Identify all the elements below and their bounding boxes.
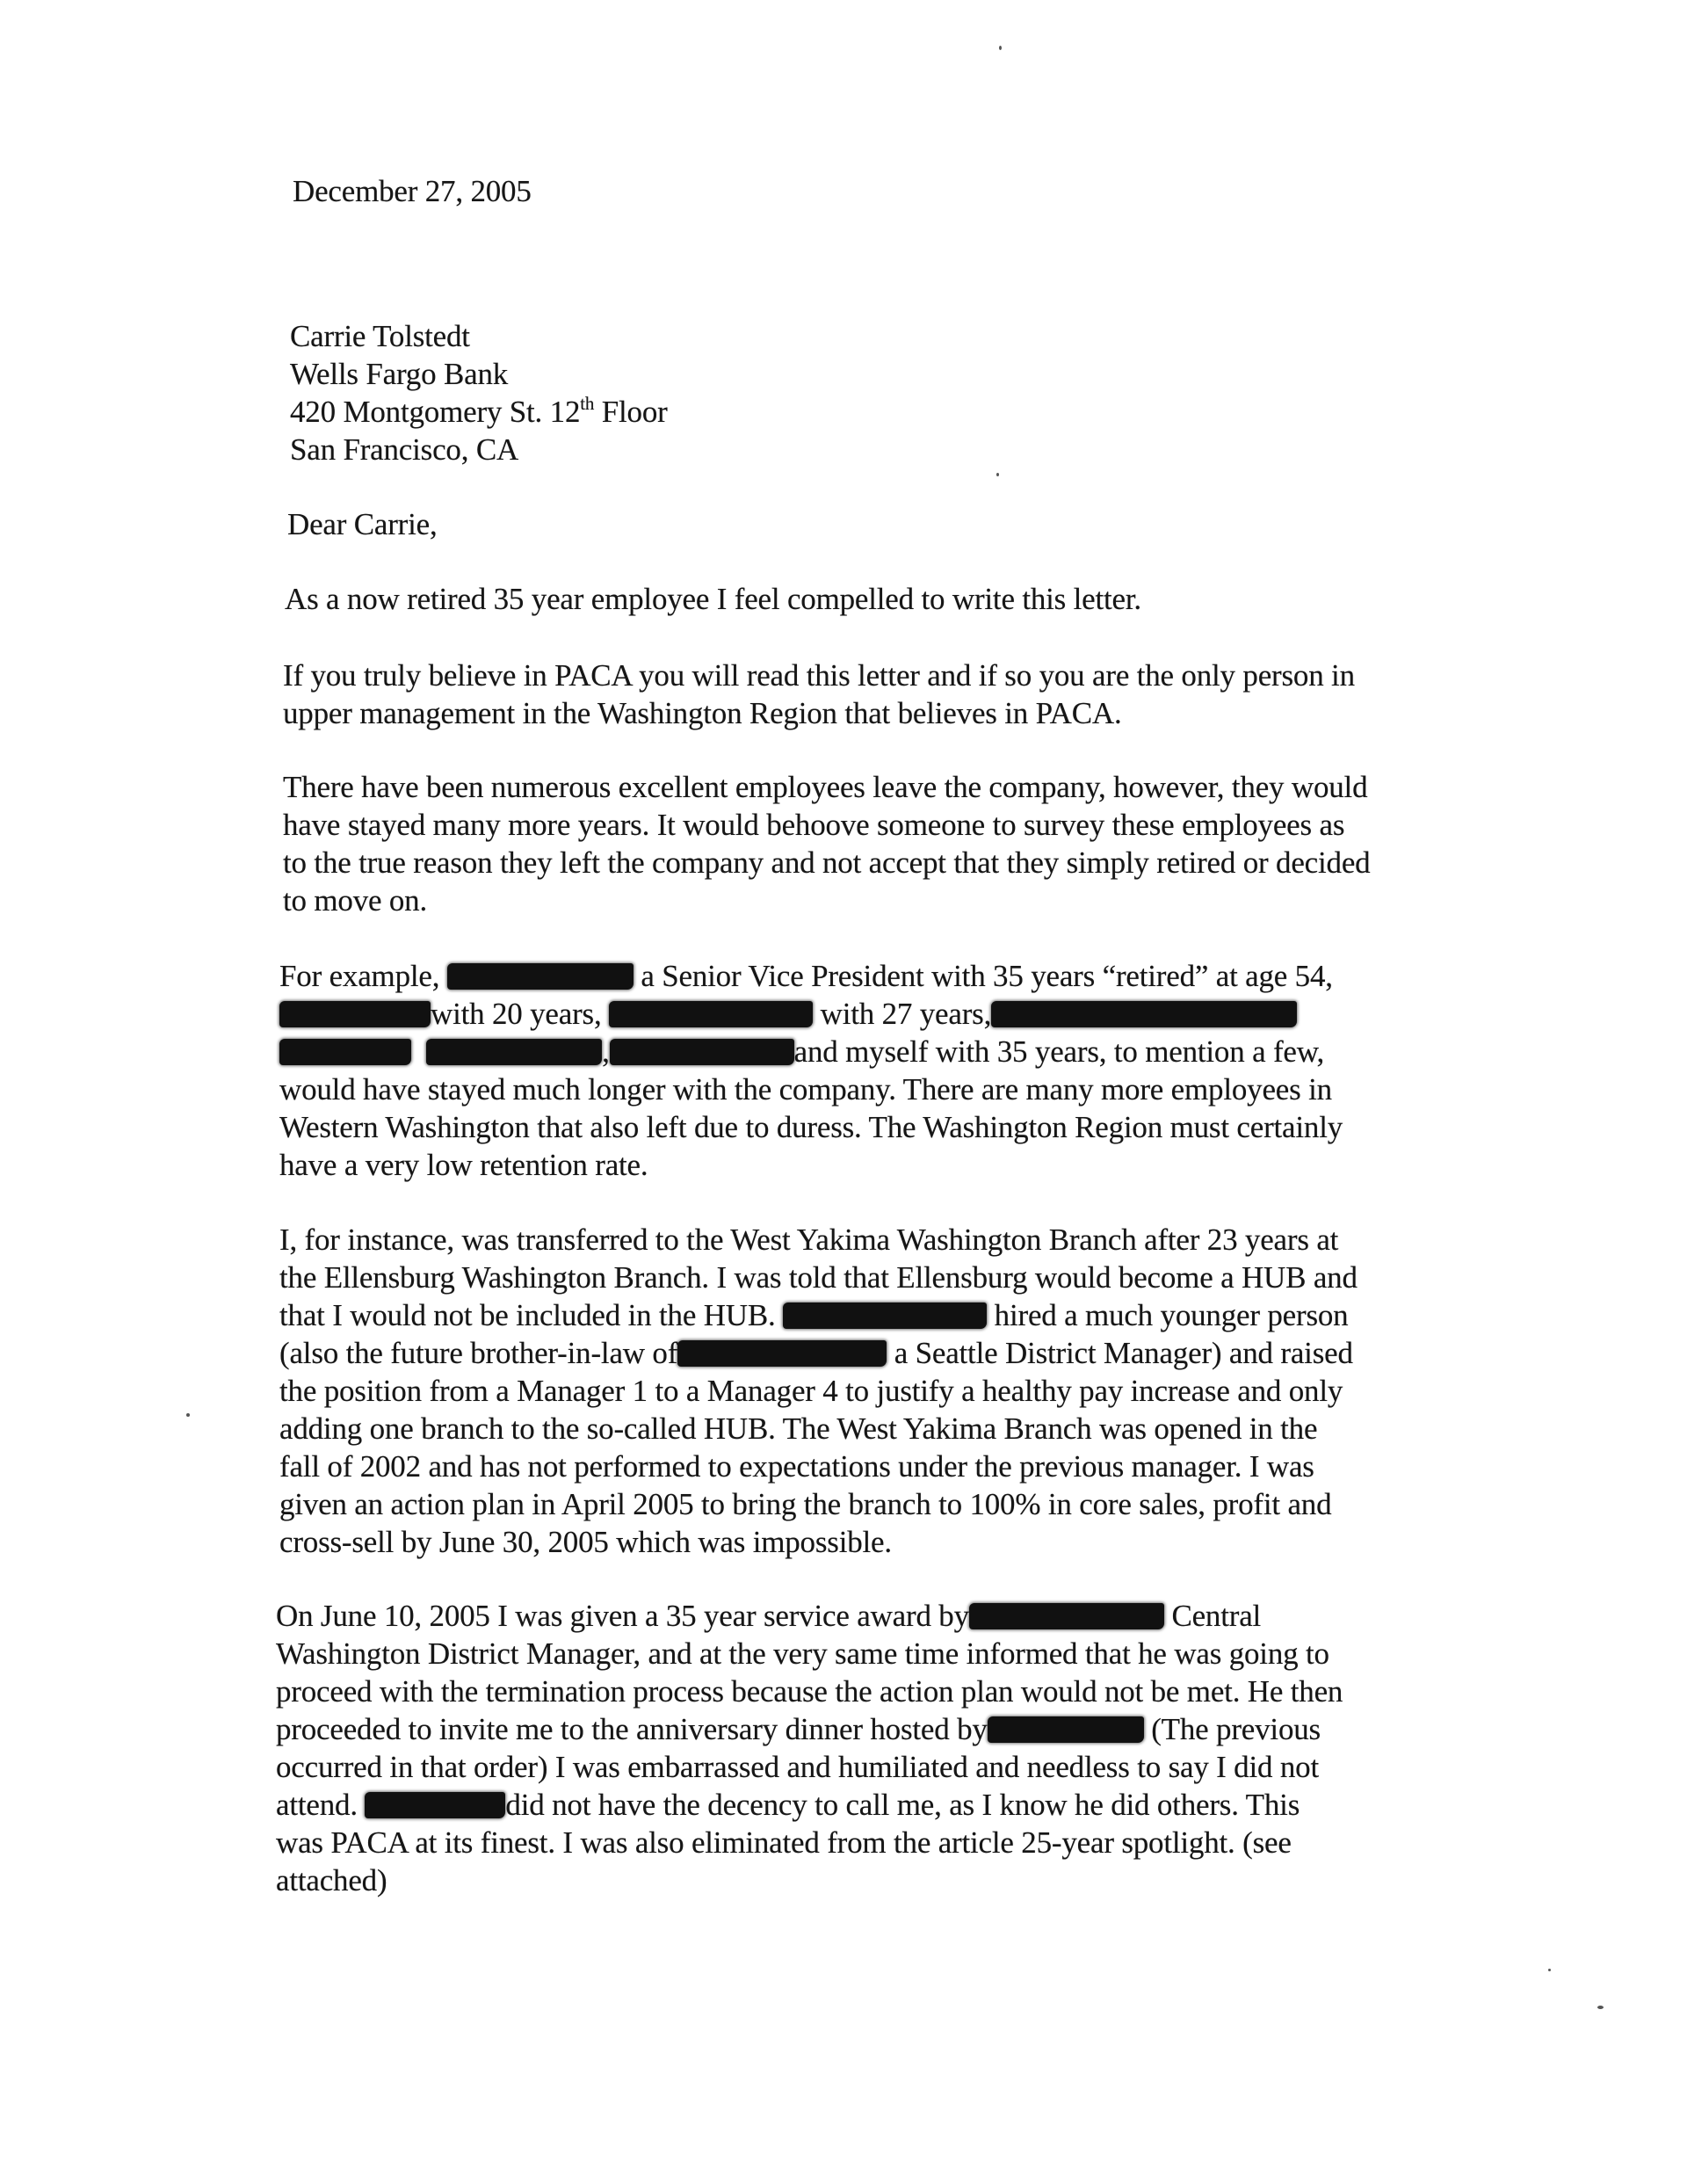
- redaction-mark: [988, 1716, 1144, 1743]
- scan-speck: [1597, 2006, 1604, 2009]
- p6-line-6: attend. did not have the decency to call me, as I know he did others. This: [276, 1788, 1300, 1822]
- redaction-mark: [969, 1603, 1164, 1629]
- date-text: December 27, 2005: [293, 174, 532, 208]
- redaction-mark: [610, 1039, 794, 1065]
- letter-date: [293, 172, 1514, 210]
- p6-line-4: proceeded to invite me to the anniversary dinner hosted by (The previous: [276, 1712, 1321, 1746]
- paragraph-2: If you truly believe in PACA you will read this letter and if so you are the only person in upper management in the Washington Region that believes in PACA.: [283, 658, 1355, 730]
- recipient-street: 420 Montgomery St. 12th Floor: [290, 393, 668, 429]
- salutation: Dear Carrie,: [287, 507, 438, 541]
- redaction-mark: [991, 1001, 1297, 1027]
- paragraph-5: I, for instance, was transferred to the West Yakima Washington Branch after 23 years at the Ellensburg Washington Branch. I was told that Ellensburg would become a HUB and that I would not be included in the HUB. hired a much younger person (also the future brother-in-law of a Seattle District Manager) and raised the position from a Manager 1 to a Manager 4 to justify a healthy pay increase and only adding one branch to the so-called HUB. The West Yakima Branch was opened in the fall of 2002 and has not performed to expectations under the previous manager. I was given an action plan in April 2005 to bring the branch to 100% in core sales, profit and cross-sell by June 30, 2005 which was impossible.: [279, 1221, 1501, 1561]
- redaction-mark: [365, 1792, 505, 1818]
- recipient-address: [290, 317, 1511, 468]
- recipient-name: Carrie Tolstedt: [290, 319, 470, 353]
- redaction-mark: [279, 1039, 411, 1065]
- paragraph-6: On June 10, 2005 I was given a 35 year service award by Central Washington District Manager, and at the very same time informed that he was going to proceed with the termination process because the action plan would not be met. He then proceeded to invite me to the anniversary dinner hosted by (The previous occurred in that order) I was embarrassed and humiliated and needless to say I did not attend. did not have the decency to call me, as I know he did others. This was PACA at its finest. I was also eliminated from the article 25-year spotlight. (see attached): [276, 1597, 1497, 1899]
- p4-line-1: For example, a Senior Vice President with 35 years “retired” at age 54,: [279, 959, 1333, 993]
- p5-line-4: (also the future brother-in-law of a Seattle District Manager) and raised: [279, 1336, 1353, 1370]
- paragraph-4: For example, a Senior Vice President with 35 years “retired” at age 54, with 20 years, with 27 years, , and myself with 35 years, to mention a few, would have stayed much longer with the company. There are many more employees in Western Washington that also left due to duress. The Washington Region must certainly have a very low retention rate.: [279, 957, 1501, 1184]
- p5-line-3: that I would not be included in the HUB. hired a much younger person: [279, 1298, 1349, 1332]
- paragraph-1: As a now retired 35 year employee I feel compelled to write this letter.: [285, 582, 1141, 616]
- p6-line-1: On June 10, 2005 I was given a 35 year service award by Central: [276, 1599, 1262, 1633]
- redaction-mark: [426, 1039, 602, 1065]
- p4-line-2: with 20 years, with 27 years,: [279, 995, 1501, 1033]
- scan-speck: [996, 473, 999, 476]
- redaction-mark: [447, 963, 634, 990]
- redaction-mark: [279, 1001, 431, 1027]
- paragraph-3: There have been numerous excellent employees leave the company, however, they would have stayed many more years. It would behoove someone to survey these employees as to the true reason they left the company and not accept that they simply retired or decided to move on.: [283, 770, 1371, 918]
- recipient-company: Wells Fargo Bank: [290, 357, 509, 391]
- scan-speck: [1548, 1969, 1551, 1971]
- recipient-city: San Francisco, CA: [290, 432, 519, 467]
- redaction-mark: [609, 1001, 813, 1027]
- p4-line-3: , and myself with 35 years, to mention a few,: [279, 1033, 1501, 1070]
- scan-speck: [186, 1413, 190, 1417]
- redaction-mark: [677, 1340, 887, 1367]
- scan-speck: [999, 46, 1002, 50]
- redaction-mark: [783, 1302, 987, 1329]
